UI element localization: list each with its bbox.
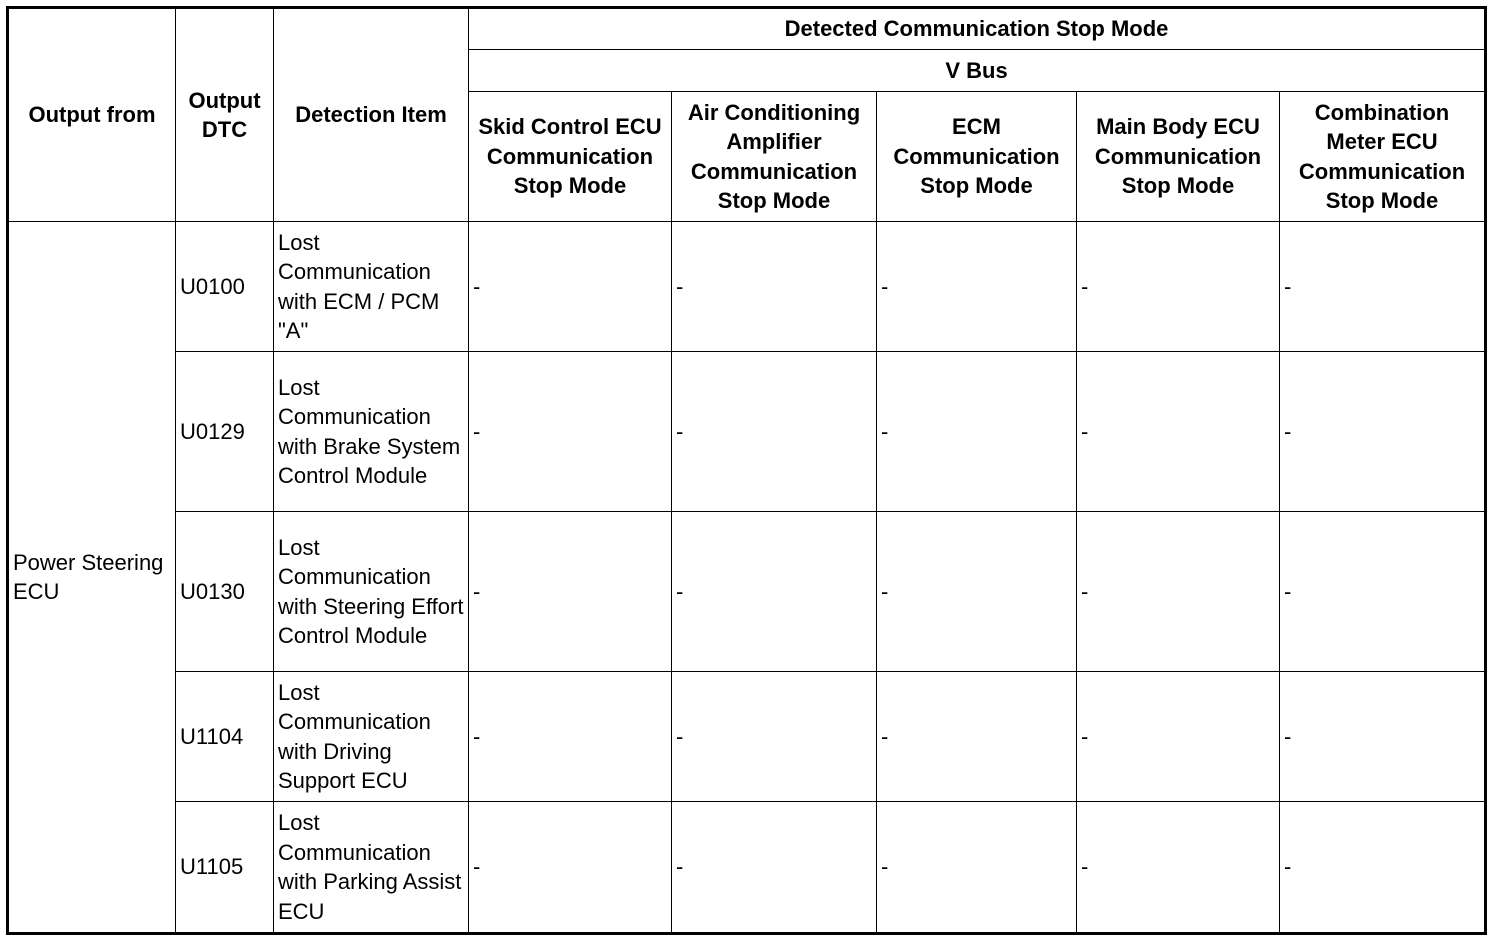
mode-value: - bbox=[672, 352, 877, 512]
table-row bbox=[8, 352, 1486, 512]
header-mode-main-body: Main Body ECU Communication Stop Mode bbox=[1077, 92, 1280, 222]
detection-item: Lost Communication with Driving Support ECU bbox=[274, 672, 469, 802]
header-output-dtc: Output DTC bbox=[176, 8, 274, 222]
mode-value: - bbox=[672, 222, 877, 352]
dtc-code: U0130 bbox=[176, 512, 274, 672]
dtc-table bbox=[6, 6, 1487, 935]
header-detected-mode: Detected Communication Stop Mode bbox=[469, 8, 1486, 50]
mode-value: - bbox=[877, 352, 1077, 512]
table-row bbox=[8, 222, 1486, 352]
mode-value: - bbox=[469, 672, 672, 802]
header-output-from: Output from bbox=[8, 8, 176, 222]
dtc-code: U1105 bbox=[176, 802, 274, 934]
mode-value: - bbox=[1280, 512, 1486, 672]
detection-item: Lost Communication with Steering Effort Control Module bbox=[274, 512, 469, 672]
detection-item: Lost Communication with ECM / PCM "A" bbox=[274, 222, 469, 352]
mode-value: - bbox=[1280, 222, 1486, 352]
dtc-code: U0100 bbox=[176, 222, 274, 352]
header-mode-combination-meter: Combination Meter ECU Communication Stop Mode bbox=[1280, 92, 1486, 222]
mode-value: - bbox=[1077, 352, 1280, 512]
dtc-code: U0129 bbox=[176, 352, 274, 512]
mode-value: - bbox=[877, 672, 1077, 802]
table-row bbox=[8, 512, 1486, 672]
output-from-cell: Power Steering ECU bbox=[8, 222, 176, 934]
mode-value: - bbox=[1280, 672, 1486, 802]
mode-value: - bbox=[877, 802, 1077, 934]
mode-value: - bbox=[672, 802, 877, 934]
table-row bbox=[8, 672, 1486, 802]
mode-value: - bbox=[877, 512, 1077, 672]
header-mode-air-conditioning: Air Conditioning Amplifier Communication Stop Mode bbox=[672, 92, 877, 222]
mode-value: - bbox=[1077, 222, 1280, 352]
mode-value: - bbox=[672, 672, 877, 802]
mode-value: - bbox=[1280, 352, 1486, 512]
mode-value: - bbox=[672, 512, 877, 672]
mode-value: - bbox=[877, 222, 1077, 352]
mode-value: - bbox=[1077, 802, 1280, 934]
mode-value: - bbox=[1280, 802, 1486, 934]
header-mode-ecm: ECM Communication Stop Mode bbox=[877, 92, 1077, 222]
mode-value: - bbox=[1077, 512, 1280, 672]
detection-item: Lost Communication with Brake System Control Module bbox=[274, 352, 469, 512]
mode-value: - bbox=[1077, 672, 1280, 802]
dtc-code: U1104 bbox=[176, 672, 274, 802]
mode-value: - bbox=[469, 802, 672, 934]
detection-item: Lost Communication with Parking Assist ECU bbox=[274, 802, 469, 934]
header-detection-item: Detection Item bbox=[274, 8, 469, 222]
table-row bbox=[8, 802, 1486, 934]
mode-value: - bbox=[469, 352, 672, 512]
mode-value: - bbox=[469, 512, 672, 672]
mode-value: - bbox=[469, 222, 672, 352]
header-mode-skid-control: Skid Control ECU Communication Stop Mode bbox=[469, 92, 672, 222]
header-bus: V Bus bbox=[469, 50, 1486, 92]
